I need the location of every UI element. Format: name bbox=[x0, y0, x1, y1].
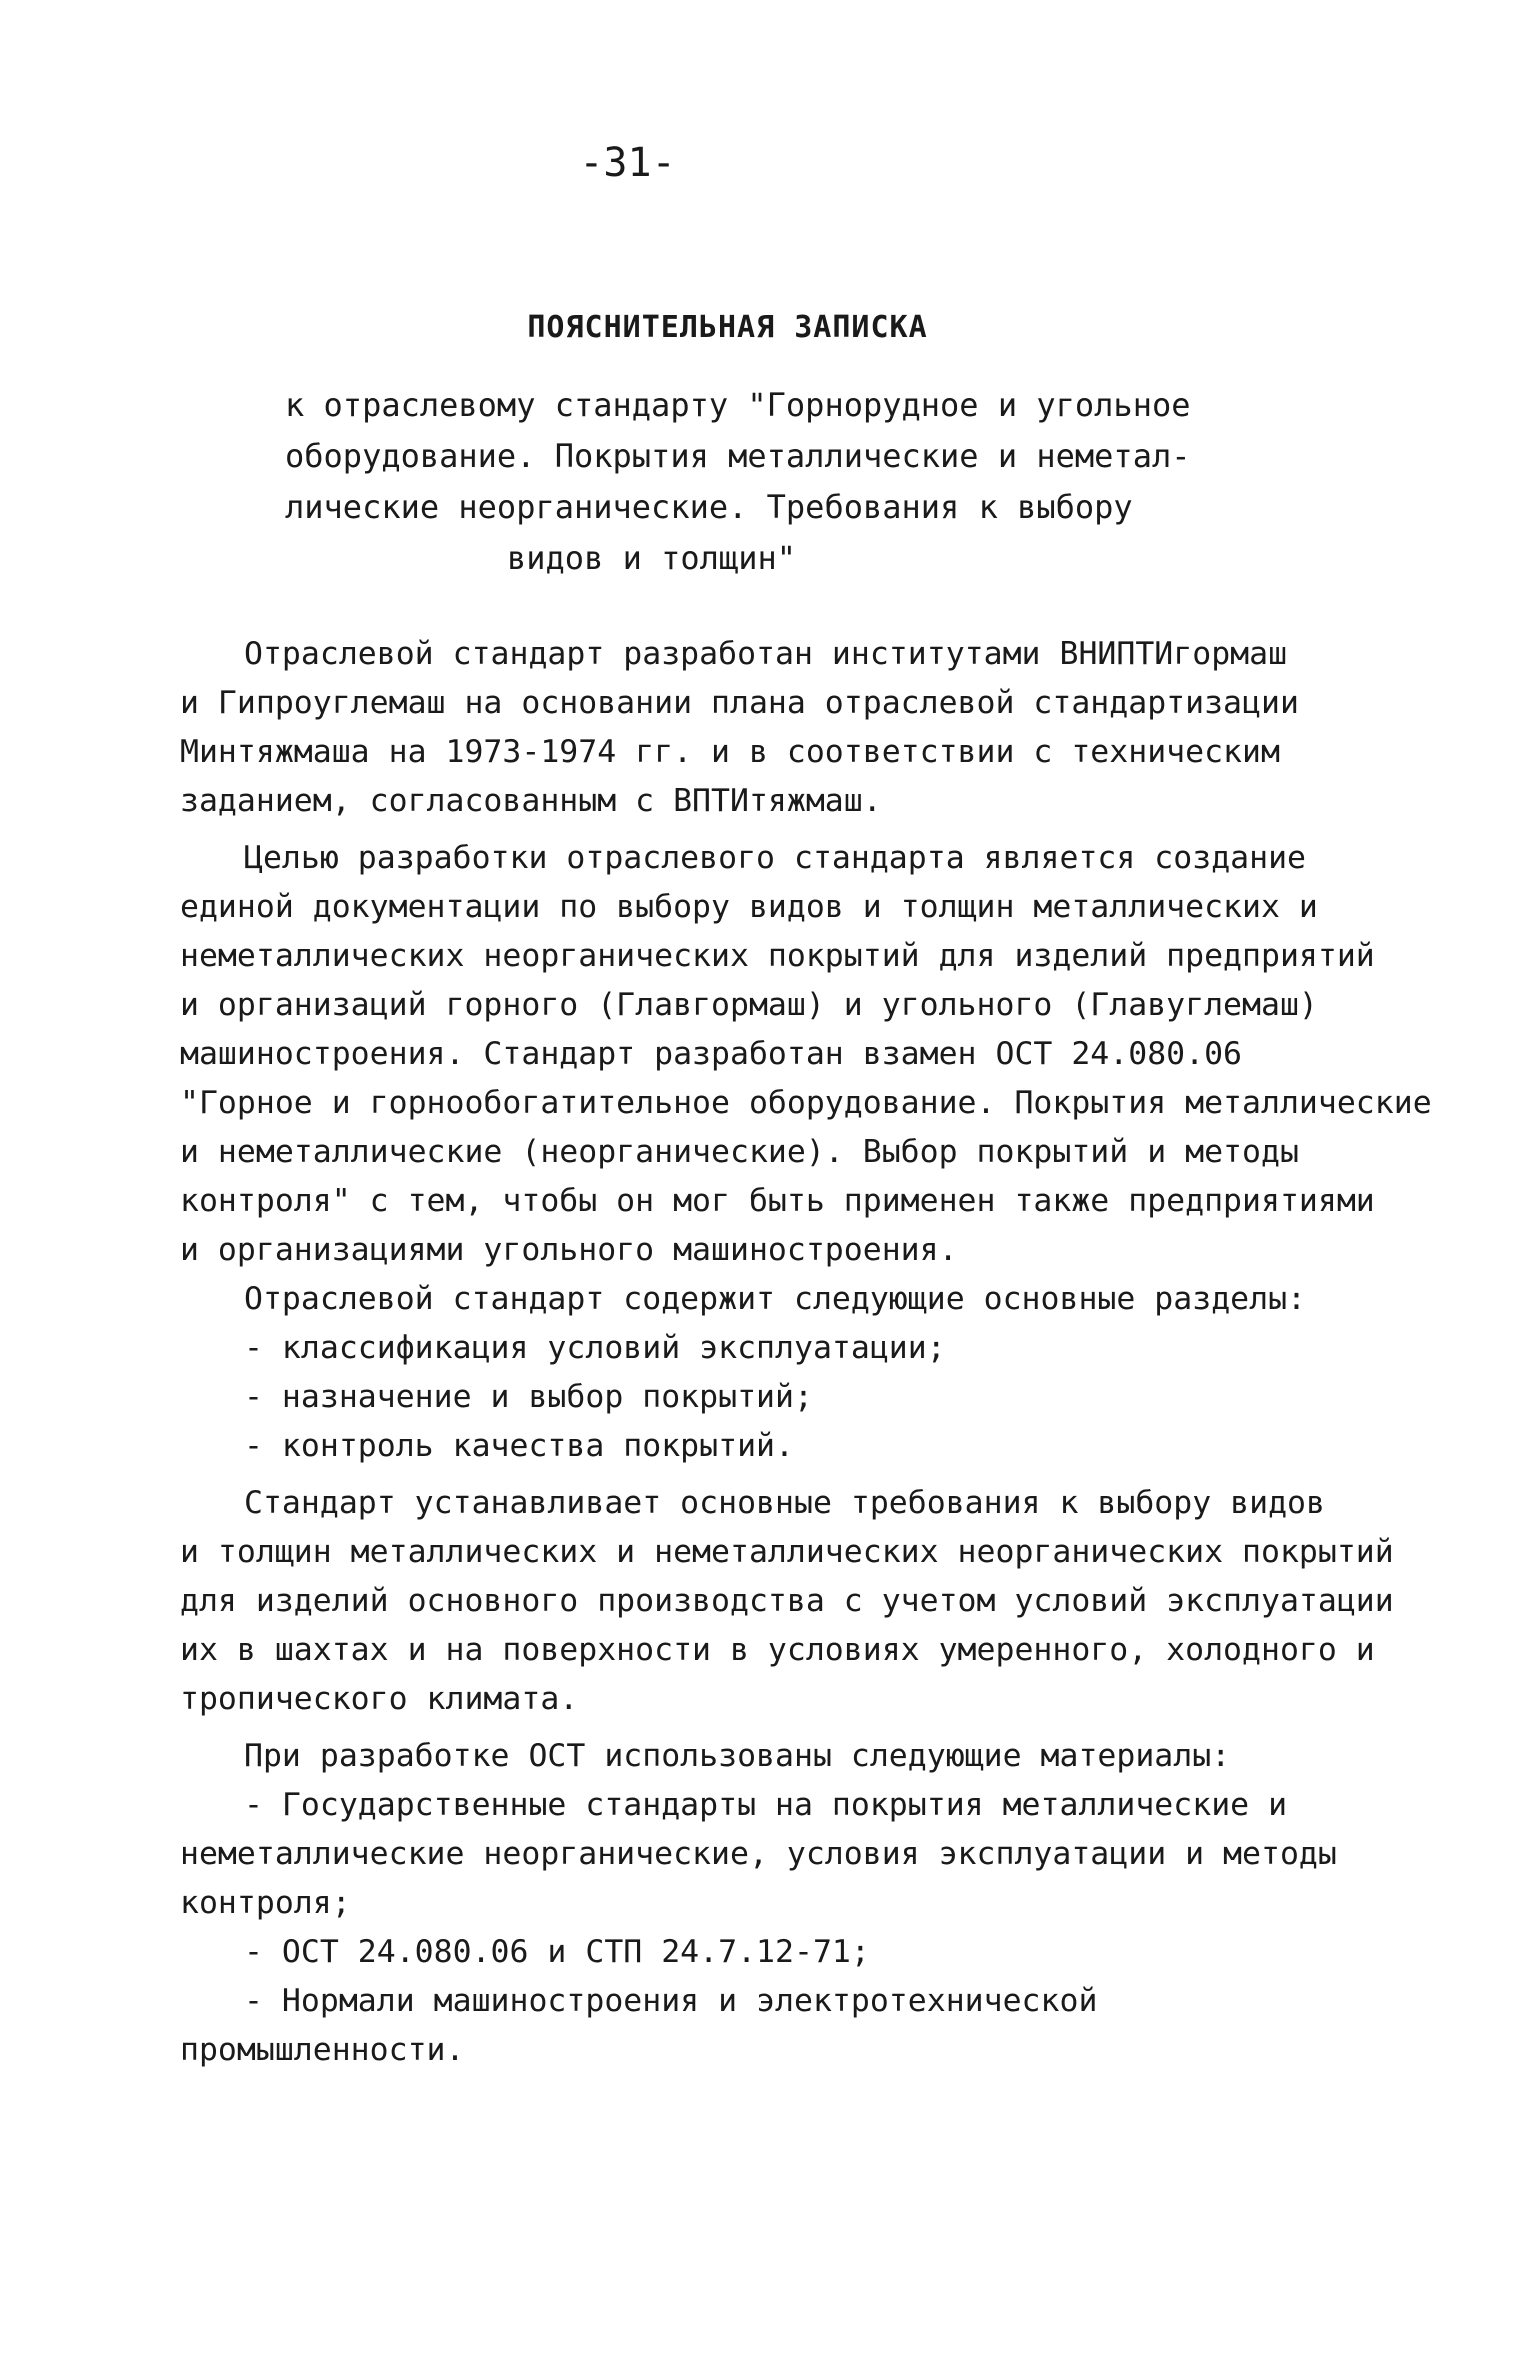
document-subtitle bbox=[285, 380, 1190, 584]
text-line: и неметаллические (неорганические). Выбор покрытий и методы bbox=[180, 1134, 1299, 1170]
subtitle-line: лические неорганические. Требования к выбору bbox=[285, 488, 1133, 526]
text-line: машиностроения. Стандарт разработан взамен ОСТ 24.080.06 bbox=[180, 1036, 1243, 1072]
paragraph bbox=[180, 630, 1432, 826]
paragraph bbox=[180, 1479, 1432, 1724]
text-line: Стандарт устанавливает основные требования к выбору видов bbox=[244, 1485, 1325, 1521]
text-line: При разработке ОСТ использованы следующие материалы: bbox=[244, 1738, 1231, 1774]
list-item: - классификация условий эксплуатации; bbox=[244, 1330, 946, 1366]
text-line: их в шахтах и на поверхности в условиях умеренного, холодного и bbox=[180, 1632, 1375, 1668]
document-body bbox=[180, 630, 1432, 2075]
text-line: и организациями угольного машиностроения. bbox=[180, 1232, 958, 1268]
text-line: и Гипроуглемаш на основании плана отраслевой стандартизации bbox=[180, 685, 1299, 721]
text-line: единой документации по выбору видов и толщин металлических и bbox=[180, 889, 1318, 925]
list-item: - Нормали машиностроения и электротехнической bbox=[244, 1983, 1098, 2019]
text-line: заданием, согласованным с ВПТИтяжмаш. bbox=[180, 783, 882, 819]
text-line: контроля" с тем, чтобы он мог быть применен также предприятиями bbox=[180, 1183, 1375, 1219]
text-line: Отраслевой стандарт содержит следующие основные разделы: bbox=[244, 1281, 1307, 1317]
paragraph-with-list bbox=[180, 1732, 1432, 2075]
list-item: - Государственные стандарты на покрытия металлические и bbox=[244, 1787, 1288, 1823]
document-title: ПОЯСНИТЕЛЬНАЯ ЗАПИСКА bbox=[527, 310, 928, 345]
text-line: и организаций горного (Главгормаш) и угольного (Главуглемаш) bbox=[180, 987, 1318, 1023]
paragraph-with-list bbox=[180, 1275, 1432, 1471]
text-line: тропического климата. bbox=[180, 1681, 579, 1717]
text-line: Отраслевой стандарт разработан институтами ВНИПТИгормаш bbox=[244, 636, 1288, 672]
text-line: Минтяжмаша на 1973-1974 гг. и в соответствии с техническим bbox=[180, 734, 1280, 770]
page-number: -31- bbox=[579, 140, 676, 186]
subtitle-line: к отраслевому стандарту "Горнорудное и угольное bbox=[285, 386, 1191, 424]
text-line: Целью разработки отраслевого стандарта является создание bbox=[244, 840, 1307, 876]
text-line: и толщин металлических и неметаллических неорганических покрытий bbox=[180, 1534, 1394, 1570]
subtitle-line: видов и толщин" bbox=[507, 539, 796, 577]
list-item: - ОСТ 24.080.06 и СТП 24.7.12-71; bbox=[244, 1934, 870, 1970]
list-item-continuation: промышленности. bbox=[180, 2032, 465, 2068]
list-item: - контроль качества покрытий. bbox=[244, 1428, 794, 1464]
list-item-continuation: неметаллические неорганические, условия эксплуатации и методы bbox=[180, 1836, 1337, 1872]
text-line: неметаллических неорганических покрытий для изделий предприятий bbox=[180, 938, 1375, 974]
text-line: "Горное и горнообогатительное оборудование. Покрытия металлические bbox=[180, 1085, 1432, 1121]
subtitle-line: оборудование. Покрытия металлические и неметал- bbox=[285, 437, 1191, 475]
text-line: для изделий основного производства с учетом условий эксплуатации bbox=[180, 1583, 1394, 1619]
list-item: - назначение и выбор покрытий; bbox=[244, 1379, 813, 1415]
paragraph bbox=[180, 834, 1432, 1275]
list-item-continuation: контроля; bbox=[180, 1885, 351, 1921]
